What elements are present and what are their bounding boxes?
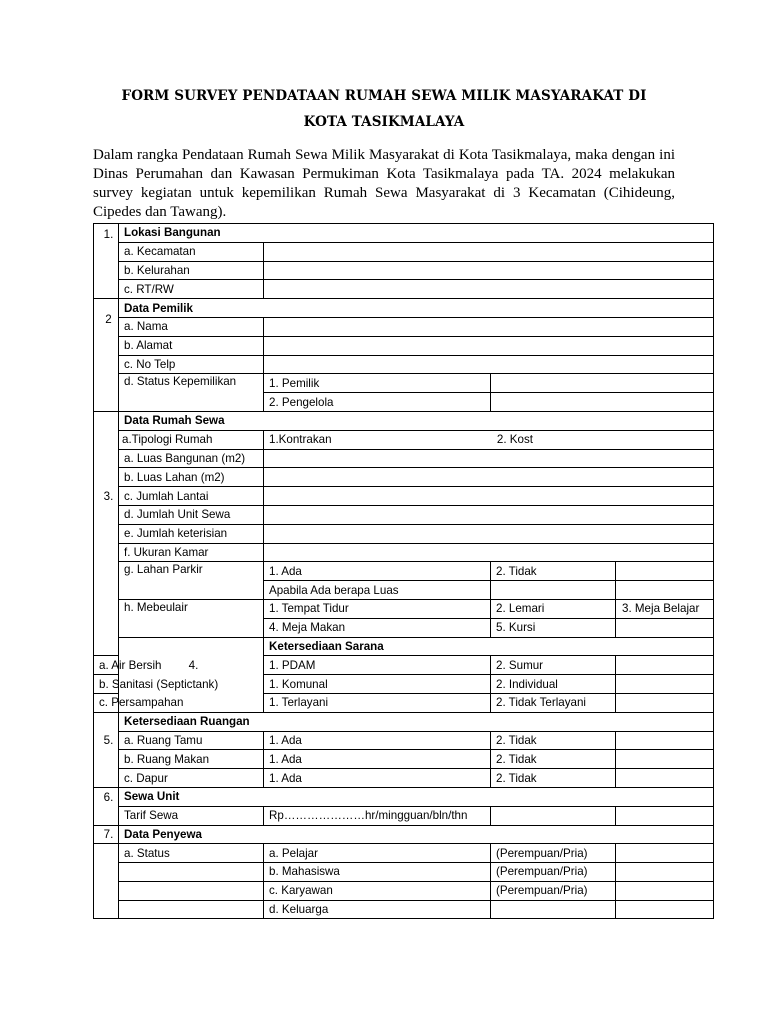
field-label: a. Ruang Tamu xyxy=(119,731,264,750)
field-label: c. Jumlah Lantai xyxy=(119,487,264,506)
option-cell[interactable]: 2. Tidak Terlayani xyxy=(491,693,616,712)
option-cell[interactable] xyxy=(264,430,714,449)
option-cell[interactable]: 1. Terlayani xyxy=(264,693,491,712)
section-number: 3. xyxy=(94,411,119,655)
table-row xyxy=(94,355,714,374)
option-kost[interactable]: 2. Kost xyxy=(496,433,534,447)
input-cell[interactable] xyxy=(264,543,714,562)
section-number: 2 xyxy=(94,299,119,412)
option-cell[interactable]: 4. Meja Makan xyxy=(264,618,491,637)
table-row xyxy=(94,487,714,506)
table-row xyxy=(94,449,714,468)
field-label: b. Kelurahan xyxy=(119,261,264,280)
field-label: c. Persampahan xyxy=(94,693,119,712)
input-cell[interactable] xyxy=(264,317,714,336)
table-row xyxy=(94,712,714,731)
field-label: d. Status Kepemilikan xyxy=(119,374,264,412)
input-cell[interactable] xyxy=(264,524,714,543)
field-label: f. Ukuran Kamar xyxy=(119,543,264,562)
option-cell[interactable]: 1. Ada xyxy=(264,731,491,750)
field-label: d. Jumlah Unit Sewa xyxy=(119,505,264,524)
option-cell[interactable]: 2. Pengelola xyxy=(264,393,491,412)
table-row xyxy=(94,599,714,618)
input-cell[interactable] xyxy=(264,505,714,524)
input-cell[interactable] xyxy=(616,863,714,882)
input-cell[interactable] xyxy=(491,393,714,412)
section-title: Ketersediaan Sarana xyxy=(264,637,714,656)
section-title: Data Rumah Sewa xyxy=(119,411,714,430)
empty-cell xyxy=(94,844,119,919)
table-row xyxy=(94,825,714,844)
table-row xyxy=(94,543,714,562)
input-cell[interactable] xyxy=(616,881,714,900)
table-row xyxy=(94,317,714,336)
option-cell[interactable]: 2. Tidak xyxy=(491,562,616,581)
section-title: Data Penyewa xyxy=(119,825,714,844)
option-cell[interactable]: 1. PDAM xyxy=(264,656,491,675)
field-label: b. Luas Lahan (m2) xyxy=(119,468,264,487)
option-cell[interactable]: 2. Individual xyxy=(491,675,616,694)
input-cell[interactable] xyxy=(616,769,714,788)
table-row xyxy=(94,806,714,825)
field-label: g. Lahan Parkir xyxy=(119,562,264,600)
input-cell[interactable] xyxy=(616,731,714,750)
table-row xyxy=(94,524,714,543)
empty-cell xyxy=(119,863,264,882)
input-cell[interactable] xyxy=(264,336,714,355)
field-label: e. Jumlah keterisian xyxy=(119,524,264,543)
input-cell[interactable] xyxy=(616,656,714,675)
table-row xyxy=(94,900,714,919)
option-cell[interactable]: 2. Tidak xyxy=(491,731,616,750)
table-row xyxy=(94,562,714,581)
table-row xyxy=(94,374,714,393)
field-label: c. No Telp xyxy=(119,355,264,374)
gender-option[interactable]: (Perempuan/Pria) xyxy=(491,881,616,900)
field-label: c. Dapur xyxy=(119,769,264,788)
option-cell[interactable]: 2. Tidak xyxy=(491,750,616,769)
input-cell[interactable] xyxy=(491,581,616,600)
field-label: b. Ruang Makan xyxy=(119,750,264,769)
input-cell[interactable] xyxy=(616,844,714,863)
field-label: b. Alamat xyxy=(119,336,264,355)
input-cell[interactable] xyxy=(491,806,616,825)
option-cell[interactable]: 2. Sumur xyxy=(491,656,616,675)
input-cell[interactable] xyxy=(616,675,714,694)
table-row xyxy=(94,637,714,656)
option-cell[interactable]: 2. Tidak xyxy=(491,769,616,788)
input-cell[interactable] xyxy=(616,693,714,712)
table-row xyxy=(94,750,714,769)
option-cell[interactable]: 2. Lemari xyxy=(491,599,616,618)
table-row xyxy=(94,505,714,524)
section-number: 4. xyxy=(119,637,264,712)
field-label: c. RT/RW xyxy=(119,280,264,299)
table-row xyxy=(94,863,714,882)
option-cell[interactable]: c. Karyawan xyxy=(264,881,491,900)
table-row xyxy=(94,430,714,449)
input-cell[interactable] xyxy=(616,618,714,637)
section-title: Data Pemilik xyxy=(119,299,714,318)
gender-option[interactable]: (Perempuan/Pria) xyxy=(491,844,616,863)
intro-paragraph: Dalam rangka Pendataan Rumah Sewa Milik Masyarakat di Kota Tasikmalaya, maka dengan ini Dinas Perumahan dan Kawasan Permukiman Kota Tasikmalaya pada TA. 2024 melakukan survey kegiatan untuk kepemilikan Rumah Sewa Masyarakat di 3 Kecamatan (Cihideung, Cipedes dan Tawang). xyxy=(93,147,675,220)
section-number: 1. xyxy=(94,224,119,299)
input-cell[interactable] xyxy=(264,487,714,506)
table-row xyxy=(94,769,714,788)
field-label: a. Luas Bangunan (m2) xyxy=(119,449,264,468)
section-number: 7. xyxy=(94,825,119,844)
option-cell[interactable]: b. Mahasiswa xyxy=(264,863,491,882)
section-title: Ketersediaan Ruangan xyxy=(119,712,714,731)
field-label: a. Nama xyxy=(119,317,264,336)
table-row xyxy=(94,844,714,863)
input-cell[interactable] xyxy=(616,750,714,769)
option-cell[interactable]: 5. Kursi xyxy=(491,618,616,637)
form-title-line1: FORM SURVEY PENDATAAN RUMAH SEWA MILIK MASYARAKAT DI xyxy=(121,88,647,104)
input-cell[interactable] xyxy=(264,355,714,374)
table-row xyxy=(94,261,714,280)
option-cell[interactable]: 1. Pemilik xyxy=(264,374,491,393)
empty-cell xyxy=(119,881,264,900)
field-label: a. Kecamatan xyxy=(119,242,264,261)
option-cell[interactable]: 1. Ada xyxy=(264,562,491,581)
section-number: 6. xyxy=(94,787,119,825)
tariff-input[interactable]: Rp…………………hr/mingguan/bln/thn xyxy=(264,806,491,825)
table-row xyxy=(94,787,714,806)
table-row xyxy=(94,731,714,750)
input-cell[interactable] xyxy=(616,900,714,919)
option-cell[interactable]: a. Pelajar xyxy=(264,844,491,863)
field-label: a. Air Bersih xyxy=(94,656,119,675)
input-cell[interactable] xyxy=(264,280,714,299)
gender-option[interactable]: (Perempuan/Pria) xyxy=(491,863,616,882)
table-row xyxy=(94,336,714,355)
input-cell[interactable] xyxy=(616,562,714,581)
table-row xyxy=(94,224,714,243)
form-title-line2: KOTA TASIKMALAYA xyxy=(303,114,465,130)
field-note: Apabila Ada berapa Luas xyxy=(264,581,491,600)
input-cell[interactable] xyxy=(264,261,714,280)
empty-cell xyxy=(119,900,264,919)
field-label: h. Mebeulair xyxy=(119,599,264,637)
input-cell[interactable] xyxy=(264,242,714,261)
table-row xyxy=(94,280,714,299)
option-cell[interactable]: d. Keluarga xyxy=(264,900,491,919)
option-cell[interactable]: 1. Komunal xyxy=(264,675,491,694)
input-cell[interactable] xyxy=(491,374,714,393)
field-label: b. Sanitasi (Septictank) xyxy=(94,675,119,694)
field-label: a. Status xyxy=(119,844,264,863)
input-cell[interactable] xyxy=(264,468,714,487)
table-row xyxy=(94,411,714,430)
field-label: a.Tipologi Rumah xyxy=(119,430,264,449)
section-number: 5. xyxy=(94,712,119,787)
option-cell[interactable]: 1. Ada xyxy=(264,769,491,788)
option-cell[interactable]: 1. Tempat Tidur xyxy=(264,599,491,618)
option-kontrakan[interactable]: 1.Kontrakan xyxy=(269,433,332,447)
input-cell[interactable] xyxy=(616,806,714,825)
section-title: Lokasi Bangunan xyxy=(119,224,714,243)
table-row xyxy=(94,299,714,318)
table-row xyxy=(94,242,714,261)
table-row xyxy=(94,468,714,487)
section-title: Sewa Unit xyxy=(119,787,714,806)
input-cell[interactable] xyxy=(491,900,616,919)
input-cell[interactable] xyxy=(264,449,714,468)
option-cell[interactable]: 1. Ada xyxy=(264,750,491,769)
survey-table xyxy=(93,223,714,919)
option-cell[interactable]: 3. Meja Belajar xyxy=(616,599,714,618)
table-row xyxy=(94,881,714,900)
input-cell[interactable] xyxy=(616,581,714,600)
field-label: Tarif Sewa xyxy=(119,806,264,825)
